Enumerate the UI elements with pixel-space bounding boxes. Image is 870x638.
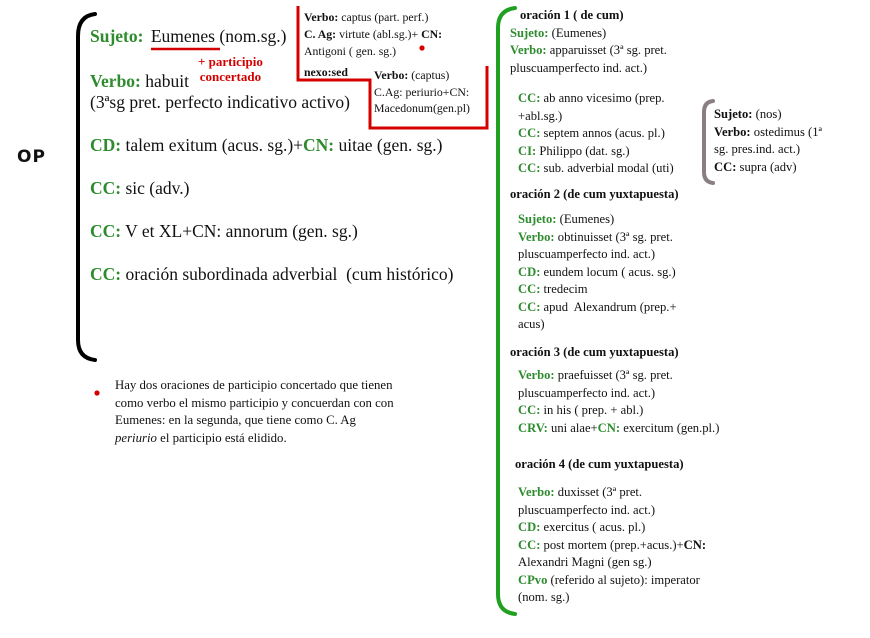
participio-note-line2: concertado (199, 69, 262, 84)
o2-verbo-value: obtinuisset (3ª sg. pret. (557, 229, 673, 244)
o1-verbo-label: Verbo: (510, 43, 547, 57)
footnote-line4: el participio está elidido. (156, 430, 287, 445)
o4-cc-value: post mortem (prep.+acus.)+ (543, 537, 684, 552)
o3-verbo-value2: pluscuamperfecto ind. act.) (518, 385, 656, 400)
uti-cc-value: supra (adv) (739, 159, 797, 174)
o1-cc1-value: ab anno vicesimo (prep. (543, 91, 665, 105)
o2-cd-value: eundem locum ( acus. sg.) (543, 264, 676, 279)
p1-verbo-label: Verbo: (304, 10, 339, 24)
o2-cc2-value2: acus) (518, 317, 545, 331)
oracion-2-title: oración 2 (de cum yuxtapuesta) (510, 187, 679, 201)
o2-cd-label: CD: (518, 264, 541, 279)
p1-cn-value: Antigoni ( gen. sg.) (304, 44, 397, 58)
p1-cn-label: CN: (421, 27, 443, 41)
o2-verbo-label: Verbo: (518, 229, 555, 244)
subordinate-brace (498, 8, 515, 614)
sujeto-label: Sujeto: (90, 26, 144, 46)
o4-verbo-value: duxisset (3ª pret. (557, 485, 643, 499)
footnote-line2: como verbo el mismo participio y concuerdan con con (115, 395, 394, 410)
cc3-value: oración subordinada adverbial (cum histórico) (125, 264, 454, 284)
p1-cag-label: C. Ag: (304, 27, 337, 41)
cn-value: uitae (gen. sg.) (338, 135, 443, 155)
uti-verbo-value: ostedimus (1ª (753, 124, 822, 139)
o4-cc-value2: Alexandri Magni (gen sg.) (518, 555, 652, 569)
uti-sujeto-value: (nos) (755, 107, 782, 121)
o4-cpvo-label: CPvo (518, 572, 548, 587)
o1-sujeto-value: (Eumenes) (551, 25, 607, 40)
p2-line2: C.Ag: periurio+CN: (374, 85, 470, 99)
main-verbo (90, 71, 189, 91)
oracion-2 (518, 211, 677, 334)
o2-cc2-value: apud Alexandrum (prep.+ (543, 299, 677, 314)
o3-verbo-value: praefuisset (3ª sg. pret. (557, 368, 673, 382)
o1-cc3-value: sub. adverbial modal (uti) (543, 161, 674, 175)
o4-cd-label: CD: (518, 520, 541, 534)
uti-verbo-label: Verbo: (714, 124, 751, 139)
main-cc1 (90, 178, 189, 198)
cc1-label: CC: (90, 178, 122, 198)
o1-verbo-value: apparuisset (3ª sg. pret. (549, 43, 667, 57)
o2-sujeto-value: (Eumenes) (559, 212, 615, 226)
uti-verbo-value2: sg. pres.ind. act.) (714, 142, 801, 156)
cc3-label: CC: (90, 264, 122, 284)
o4-cn-label: CN: (683, 537, 707, 552)
o2-verbo-value2: pluscuamperfecto ind. act.) (518, 247, 656, 261)
main-verbo-detail: (3ªsg pret. perfecto indicativo activo) (90, 92, 350, 112)
cd-label: CD: (90, 135, 122, 155)
p2-line3: Macedonum(gen.pl) (374, 101, 470, 115)
footnote-marker-2 (94, 390, 99, 395)
main-cc2 (90, 221, 358, 241)
o2-cc1-value: tredecim (543, 282, 588, 296)
verbo-value: habuit (145, 71, 190, 91)
o4-cpvo-value2: (nom. sg.) (518, 590, 570, 604)
o3-verbo-label: Verbo: (518, 368, 555, 382)
participle-box-1 (304, 10, 442, 59)
o3-cc-label: CC: (518, 403, 541, 417)
o1-cc3-label: CC: (518, 161, 541, 175)
oracion-3-title: oración 3 (de cum yuxtapuesta) (510, 345, 679, 359)
o2-cc1-label: CC: (518, 282, 541, 296)
o3-cn-label: CN: (597, 420, 621, 435)
footnote-italic: periurio (115, 430, 157, 445)
cc2-label: CC: (90, 221, 122, 241)
o3-crv-label: CRV: (518, 420, 548, 435)
o4-cd-value: exercitus ( acus. pl.) (543, 520, 646, 534)
o3-cn-value: exercitum (gen.pl.) (623, 420, 720, 435)
oracion-4-title: oración 4 (de cum yuxtapuesta) (515, 457, 684, 471)
o1-ci-value: Philippo (dat. sg.) (539, 143, 630, 158)
p1-verbo-value: captus (part. perf.) (341, 10, 429, 24)
o1-ci-label: CI: (518, 143, 537, 158)
verbo-label: Verbo: (90, 71, 141, 91)
oracion-1 (510, 7, 667, 77)
o2-sujeto-label: Sujeto: (518, 212, 557, 226)
nexo-label: nexo:sed (304, 65, 348, 79)
o1-sujeto-label: Sujeto: (510, 25, 549, 40)
cd-value: talem exitum (acus. sg.)+ (125, 135, 304, 155)
uti-sujeto-label: Sujeto: (714, 107, 753, 121)
p2-verbo-label: Verbo: (374, 68, 409, 82)
oracion-3 (518, 367, 719, 437)
o3-crv-value: uni alae+ (551, 420, 598, 435)
o4-cc-label: CC: (518, 537, 541, 552)
o4-verbo-value2: pluscuamperfecto ind. act.) (518, 502, 656, 517)
oracion-1-title: oración 1 ( de cum) (520, 8, 624, 22)
oracion-4 (518, 484, 706, 607)
o1-cc1-value2: +abl.sg.) (518, 108, 563, 123)
p1-cag-value: virtute (abl.sg.)+ (339, 27, 419, 41)
participle-box-2 (374, 68, 470, 116)
sujeto-case: (nom.sg.) (219, 26, 287, 46)
o1-cc1-label: CC: (518, 91, 541, 105)
main-cc3 (90, 264, 454, 284)
cc1-value: sic (adv.) (125, 178, 190, 198)
footnote-line3: Eumenes: en la segunda, que tiene como C. Ag (115, 413, 356, 427)
o2-cc2-label: CC: (518, 299, 541, 314)
uti-brace (704, 101, 713, 183)
participio-note-line1: + participio (198, 54, 263, 69)
uti-clause (714, 106, 822, 176)
oracion-1-complements (518, 90, 674, 178)
o1-cc2-label: CC: (518, 126, 541, 140)
uti-cc-label: CC: (714, 159, 737, 174)
o1-verbo-value2: pluscuamperfecto ind. act.) (510, 60, 648, 75)
o1-cc2-value: septem annos (acus. pl.) (543, 126, 665, 140)
o4-cpvo-value: (referido al sujeto): imperator (547, 572, 700, 587)
p2-verbo-value: (captus) (411, 68, 450, 82)
o3-cc-value: in his ( prep. + abl.) (543, 403, 644, 417)
cc2-value: V et XL+CN: annorum (gen. sg.) (125, 221, 358, 241)
main-sujeto (90, 26, 286, 46)
footnote-line1: Hay dos oraciones de participio concertado que tienen (115, 378, 393, 392)
cn-label: CN: (303, 135, 335, 155)
participio-note (198, 54, 263, 84)
op-label: OP (17, 147, 46, 167)
o4-verbo-label: Verbo: (518, 485, 555, 499)
main-cd (90, 135, 443, 155)
footnote (115, 377, 394, 447)
sujeto-value: Eumenes (150, 26, 215, 46)
